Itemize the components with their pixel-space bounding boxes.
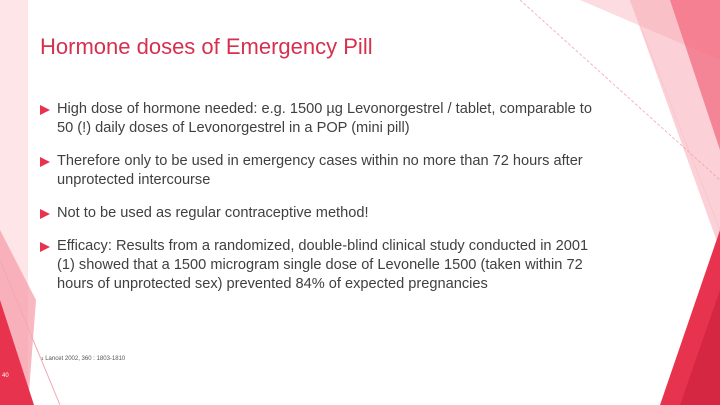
bullet-text: Not to be used as regular contraceptive method!: [57, 205, 369, 221]
triangle-bullet-icon: [40, 157, 50, 167]
triangle-bullet-icon: [40, 105, 50, 115]
footnote-marker: 1: [41, 356, 44, 361]
bullet-item: [40, 152, 600, 190]
bullet-list: [40, 100, 600, 308]
footnote-text: Lancet 2002, 360 : 1803-1810: [45, 356, 126, 362]
footnote: [41, 356, 125, 362]
bullet-item: [40, 237, 600, 294]
bullet-item: [40, 100, 600, 138]
triangle-bullet-icon: [40, 209, 50, 219]
page-number: 40: [2, 373, 9, 379]
bullet-text: High dose of hormone needed: e.g. 1500 µg Levonorgestrel / tablet, comparable to 50 (!) daily doses of Levonorgestrel in a POP (mini pill): [57, 101, 592, 136]
slide-title: Hormone doses of Emergency Pill: [40, 34, 373, 59]
triangle-bullet-icon: [40, 242, 50, 252]
bullet-text: Therefore only to be used in emergency cases within no more than 72 hours after unprotected intercourse: [57, 153, 583, 188]
bullet-text: Efficacy: Results from a randomized, double-blind clinical study conducted in 2001 (1) showed that a 1500 microgram single dose of Levonelle 1500 (taken within 72 hours of unprotected sex) prevented 84% of expected pregnancies: [57, 238, 589, 292]
bullet-item: [40, 204, 600, 223]
